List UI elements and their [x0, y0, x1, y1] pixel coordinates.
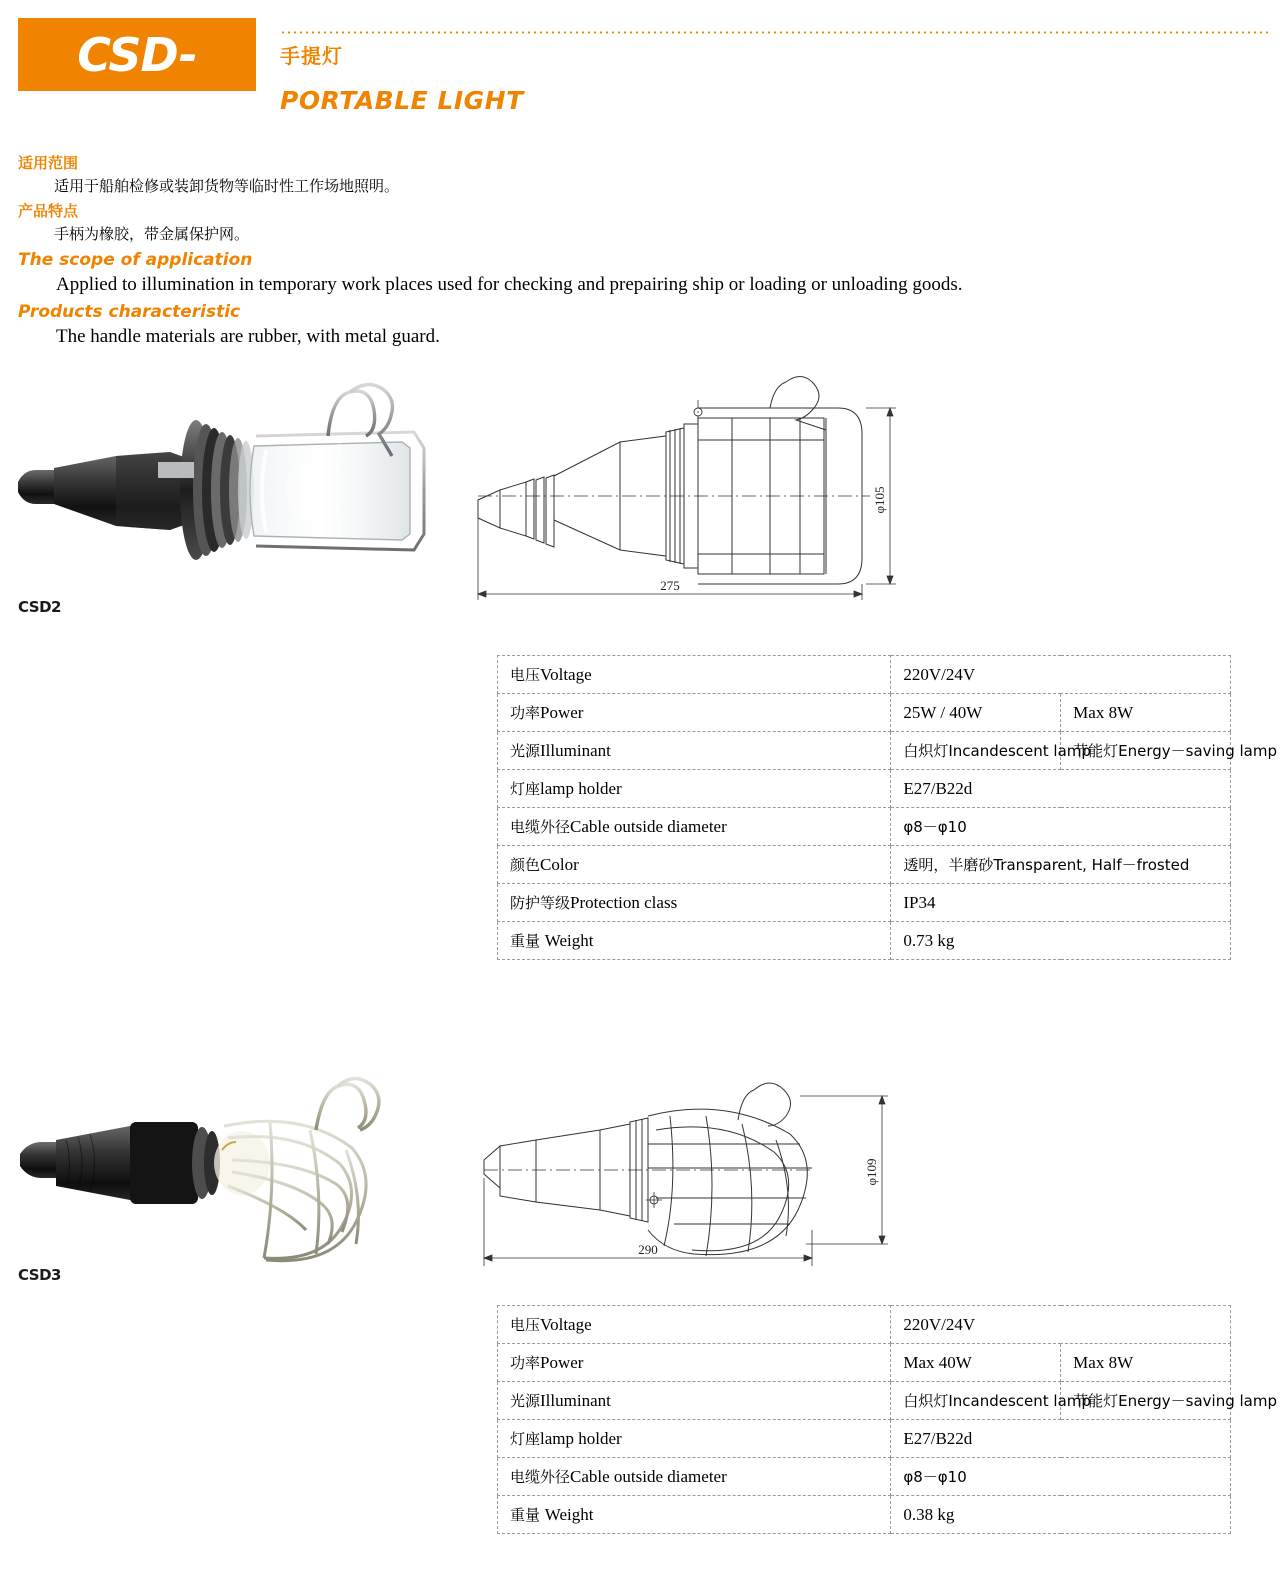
- table-row: [498, 1306, 1231, 1344]
- table-row: [498, 922, 1231, 960]
- technical-drawing-csd2: [470, 370, 930, 610]
- dim-diameter-csd3: φ109: [864, 1158, 879, 1186]
- spec-value: 220V/24V: [891, 656, 1231, 694]
- table-row: [498, 770, 1231, 808]
- spec-label: 重量 Weight: [498, 922, 891, 960]
- page-title-cn: 手提灯: [280, 44, 343, 68]
- table-row: [498, 1458, 1231, 1496]
- spec-value: φ8－φ10: [891, 808, 1231, 846]
- spec-value-alt: 节能灯Energy－saving lamp: [1061, 1382, 1231, 1420]
- header-dotted-rule: [280, 31, 1270, 34]
- intro-block: [18, 152, 1118, 352]
- spec-label: 电压Voltage: [498, 1306, 891, 1344]
- table-row: [498, 732, 1231, 770]
- spec-value: E27/B22d: [891, 770, 1231, 808]
- spec-label: 灯座lamp holder: [498, 770, 891, 808]
- features-body-en: The handle materials are rubber, with metal guard.: [56, 326, 440, 347]
- spec-value: IP34: [891, 884, 1231, 922]
- spec-label: 功率Power: [498, 694, 891, 732]
- table-row: [498, 884, 1231, 922]
- spec-label: 功率Power: [498, 1344, 891, 1382]
- series-badge-label: CSD-: [77, 27, 197, 82]
- spec-label: 防护等级Protection class: [498, 884, 891, 922]
- spec-label: 光源Illuminant: [498, 1382, 891, 1420]
- table-row: [498, 846, 1231, 884]
- spec-label: 电压Voltage: [498, 656, 891, 694]
- features-heading-en: Products characteristic: [18, 302, 241, 322]
- features-heading-cn: 产品特点: [18, 202, 79, 220]
- spec-value: 25W / 40W: [891, 694, 1061, 732]
- spec-table-body-csd2: [498, 656, 1278, 960]
- model-label-csd2: CSD2: [18, 598, 61, 616]
- spec-label: 灯座lamp holder: [498, 1420, 891, 1458]
- table-row: [498, 1344, 1231, 1382]
- table-row: [498, 1496, 1231, 1534]
- scope-body-cn: 适用于船舶检修或装卸货物等临时性工作场地照明。: [54, 177, 400, 195]
- product-photo-csd3: [10, 1060, 450, 1290]
- spec-label: 电缆外径Cable outside diameter: [498, 808, 891, 846]
- model-label-csd3: CSD3: [18, 1266, 61, 1284]
- spec-table-csd2: [497, 655, 1278, 960]
- spec-value: 白炽灯Incandescent lamp: [891, 1382, 1061, 1420]
- spec-value: φ8－φ10: [891, 1458, 1231, 1496]
- scope-heading-cn: 适用范围: [18, 154, 79, 172]
- table-row: [498, 656, 1231, 694]
- scope-heading-en: The scope of application: [18, 250, 253, 270]
- spec-label: 电缆外径Cable outside diameter: [498, 1458, 891, 1496]
- dim-length-csd2: 275: [660, 578, 680, 593]
- series-badge: [18, 18, 256, 91]
- spec-value: 白炽灯Incandescent lamp: [891, 732, 1061, 770]
- table-row: [498, 1382, 1231, 1420]
- dim-diameter-csd2: φ105: [872, 486, 887, 514]
- dim-length-csd3: 290: [638, 1242, 658, 1257]
- features-body-cn: 手柄为橡胶，带金属保护网。: [54, 225, 250, 243]
- product-photo-csd2: [10, 370, 450, 600]
- spec-value: 220V/24V: [891, 1306, 1231, 1344]
- spec-table-body-csd3: [498, 1306, 1278, 1534]
- technical-drawing-csd3: [470, 1060, 930, 1300]
- spec-value-alt: Max 8W: [1061, 694, 1231, 732]
- page-header: [0, 18, 1287, 115]
- scope-body-en: Applied to illumination in temporary work places used for checking and prepairing ship or loading or unloading goods.: [56, 274, 963, 295]
- spec-label: 光源Illuminant: [498, 732, 891, 770]
- spec-value: E27/B22d: [891, 1420, 1231, 1458]
- spec-value-alt: Max 8W: [1061, 1344, 1231, 1382]
- spec-label: 颜色Color: [498, 846, 891, 884]
- spec-value: 0.38 kg: [891, 1496, 1231, 1534]
- page-title-en: PORTABLE LIGHT: [280, 86, 524, 115]
- table-row: [498, 808, 1231, 846]
- spec-label: 重量 Weight: [498, 1496, 891, 1534]
- spec-value-alt: 节能灯Energy－saving lamp: [1061, 732, 1231, 770]
- table-row: [498, 694, 1231, 732]
- table-row: [498, 1420, 1231, 1458]
- spec-table-csd3: [497, 1305, 1278, 1534]
- spec-value: 透明，半磨砂Transparent, Half－frosted: [891, 846, 1231, 884]
- spec-value: 0.73 kg: [891, 922, 1231, 960]
- spec-value: Max 40W: [891, 1344, 1061, 1382]
